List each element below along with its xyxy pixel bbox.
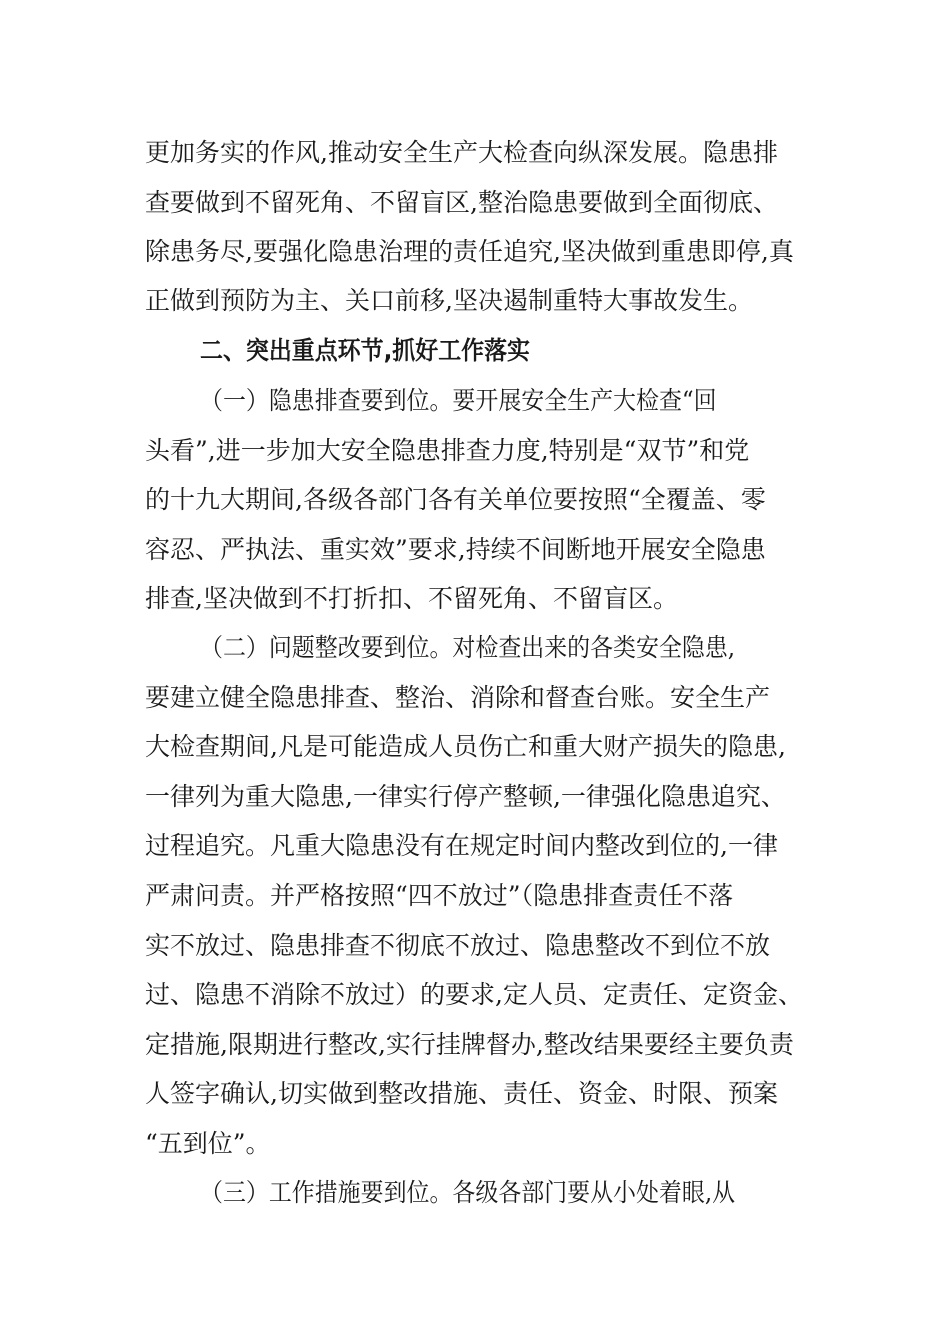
body-text-line: （一）隐患排查要到位。要开展安全生产大检查“回 xyxy=(200,386,717,415)
body-text-line: 大检查期间,凡是可能造成人员伤亡和重大财产损失的隐患, xyxy=(145,732,786,761)
section-heading: 二、突出重点环节,抓好工作落实 xyxy=(200,336,530,365)
body-text-line: 要建立健全隐患排查、整治、消除和督查台账。安全生产 xyxy=(145,683,771,712)
body-text-line: “五到位”。 xyxy=(145,1129,271,1158)
body-text-line: 定措施,限期进行整改,实行挂牌督办,整改结果要经主要负责 xyxy=(145,1030,794,1059)
body-text-line: （三）工作措施要到位。各级各部门要从小处着眼,从 xyxy=(200,1178,736,1207)
body-text-line: 一律列为重大隐患,一律实行停产整顿,一律强化隐患追究、 xyxy=(145,782,786,811)
body-text-line: 查要做到不留死角、不留盲区,整治隐患要做到全面彻底、 xyxy=(145,188,778,217)
body-text-line: 正做到预防为主、关口前移,坚决遏制重特大事故发生。 xyxy=(145,286,753,315)
body-text-line: 过、隐患不消除不放过）的要求,定人员、定责任、定资金、 xyxy=(145,980,803,1009)
body-text-line: 的十九大期间,各级各部门各有关单位要按照“全覆盖、零 xyxy=(145,485,766,514)
body-text-line: 容忍、严执法、重实效”要求,持续不间断地开展安全隐患 xyxy=(145,535,766,564)
body-text-line: 过程追究。凡重大隐患没有在规定时间内整改到位的,一律 xyxy=(145,831,778,860)
body-text-line: 人签字确认,切实做到整改措施、责任、资金、时限、预案 xyxy=(145,1079,778,1108)
body-text-line: 除患务尽,要强化隐患治理的责任追究,坚决做到重患即停,真 xyxy=(145,237,794,266)
body-text-line: 头看”,进一步加大安全隐患排查力度,特别是“双节”和党 xyxy=(145,436,750,465)
body-text-line: 严肃问责。并严格按照“四不放过”（隐患排查责任不落 xyxy=(145,881,734,910)
body-text-line: （二）问题整改要到位。对检查出来的各类安全隐患, xyxy=(200,633,736,662)
body-text-line: 排查,坚决做到不打折扣、不留死角、不留盲区。 xyxy=(145,584,678,613)
body-text-line: 更加务实的作风,推动安全生产大检查向纵深发展。隐患排 xyxy=(145,138,778,167)
body-text-line: 实不放过、隐患排查不彻底不放过、隐患整改不到位不放 xyxy=(145,931,771,960)
